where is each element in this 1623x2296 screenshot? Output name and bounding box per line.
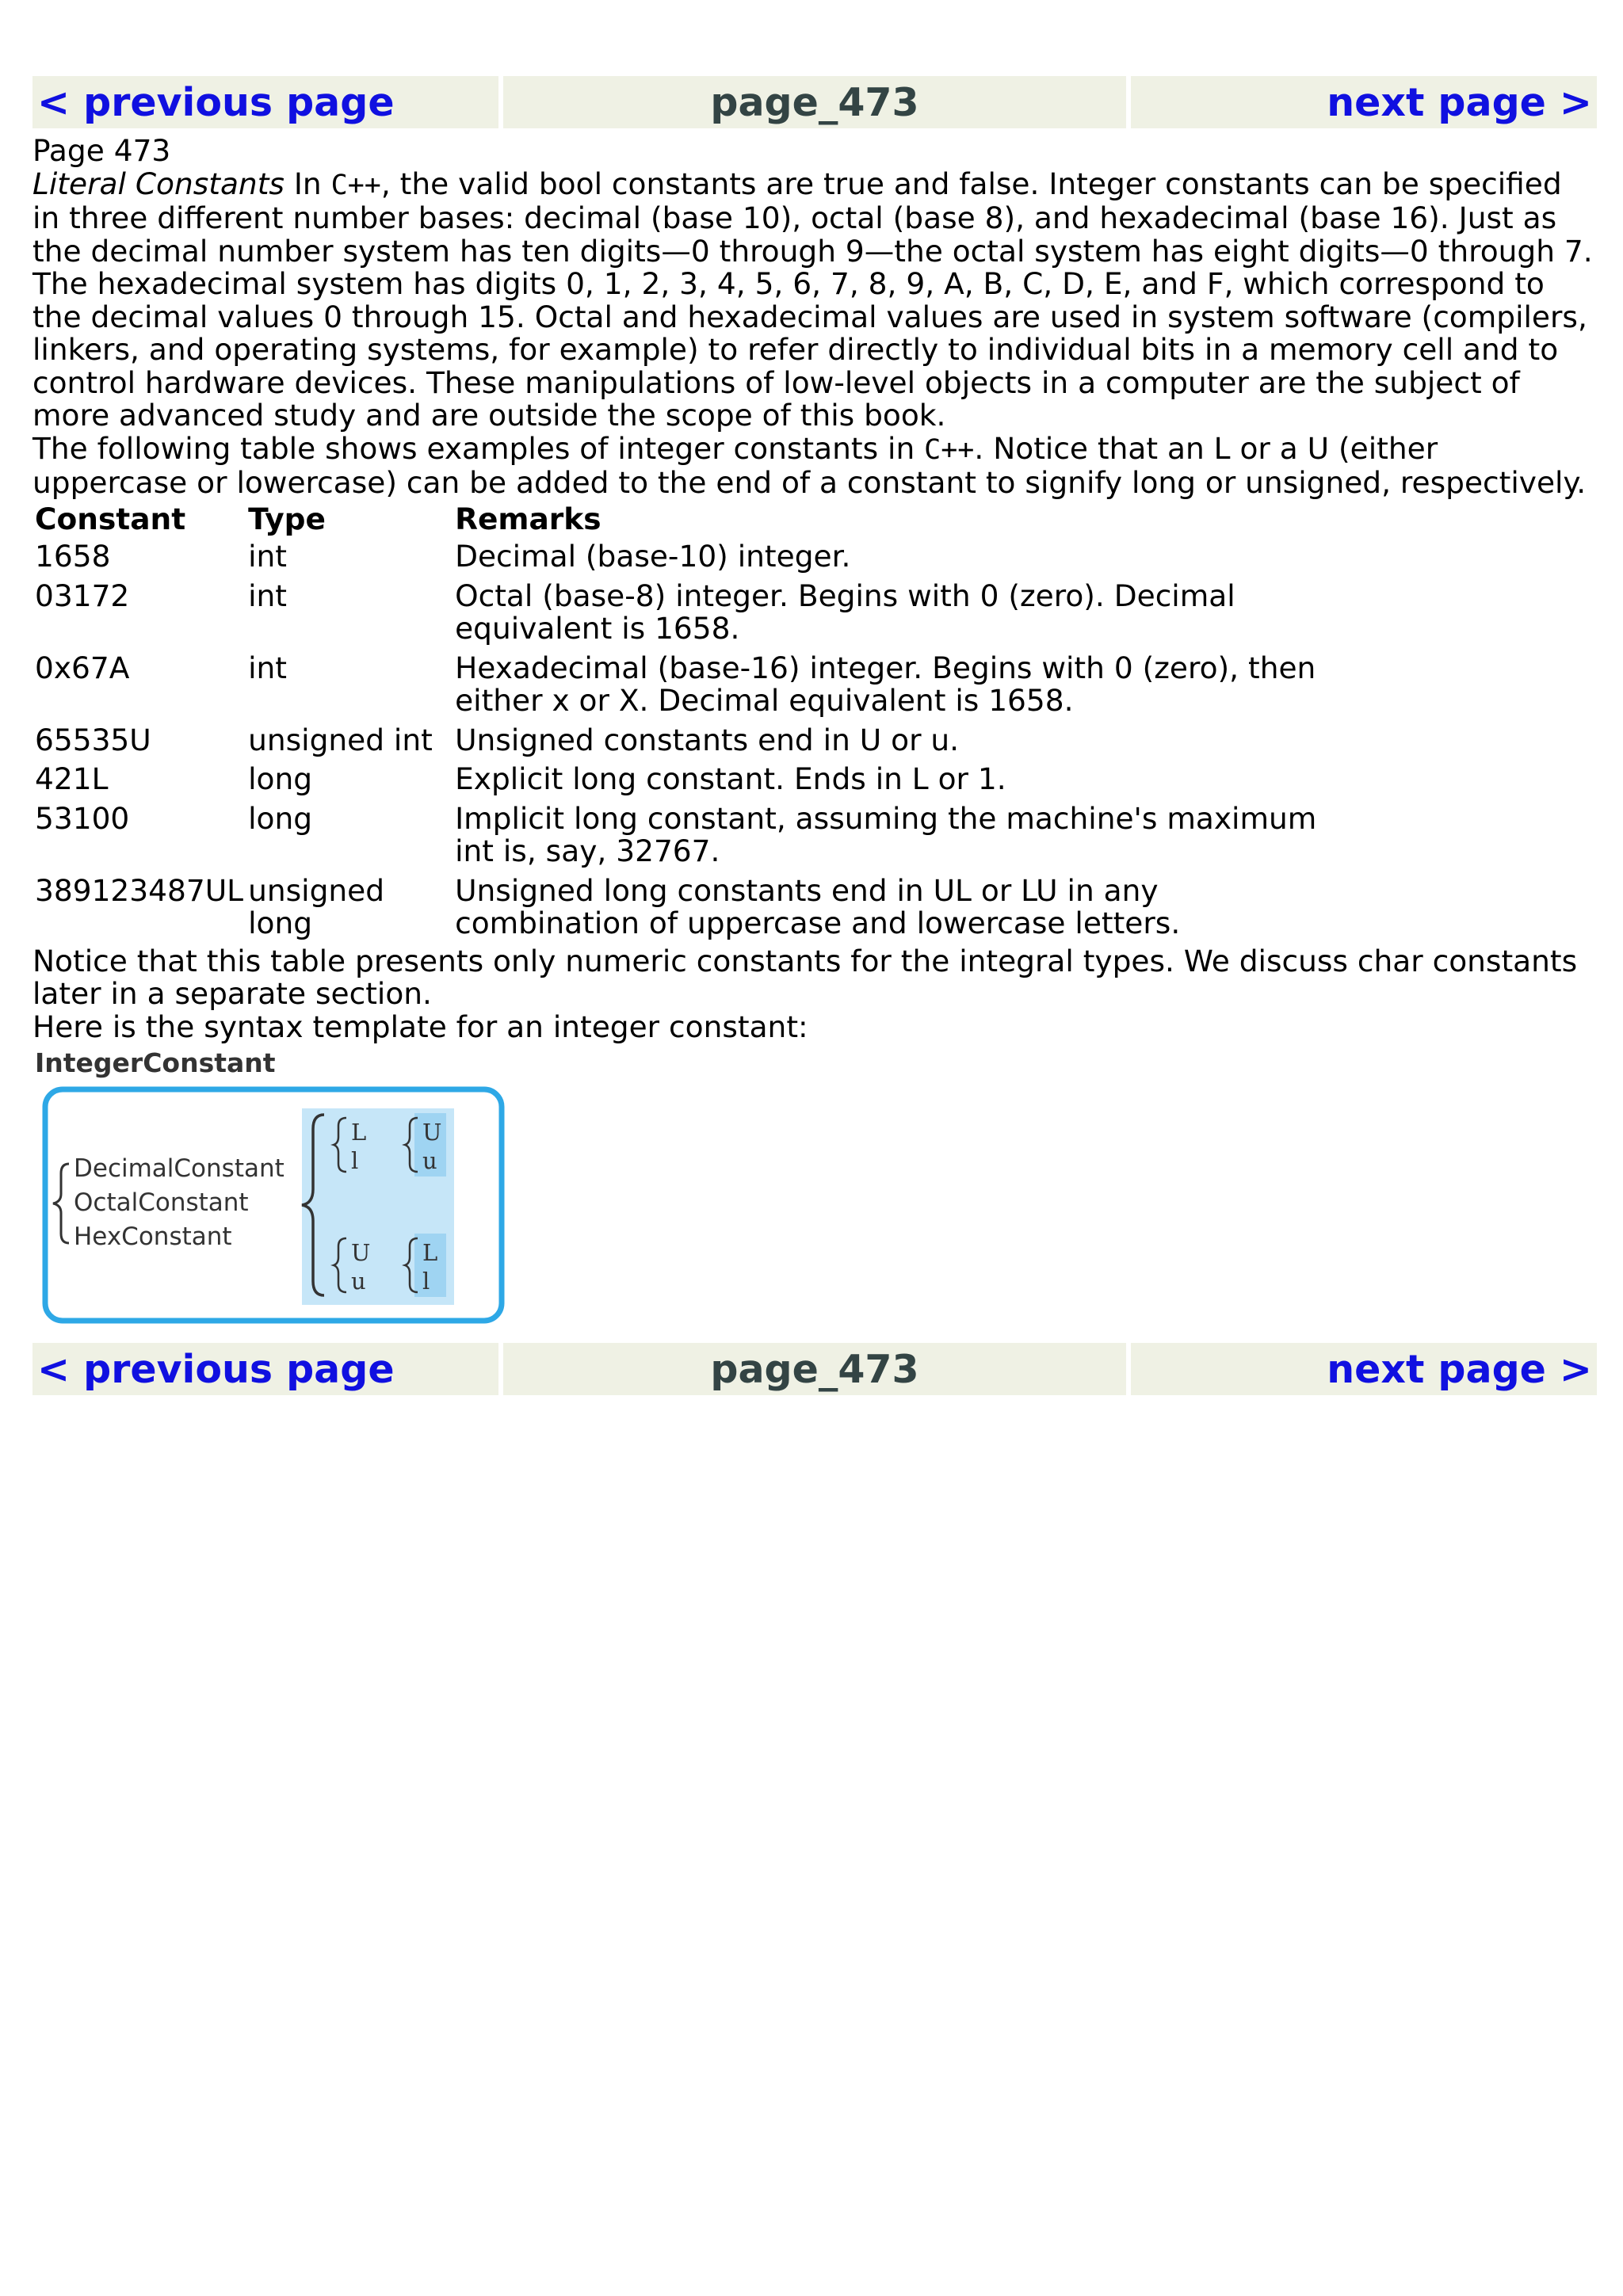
bottom-nav-page-cell [503, 1343, 1126, 1395]
cell-type: unsigned long [248, 872, 385, 940]
integer-constants-table [32, 502, 1329, 945]
alternative-decimal: DecimalConstant [74, 1154, 285, 1183]
cell-constant: 03172 [35, 578, 130, 613]
table-intro-paragraph [32, 430, 1597, 500]
cell-remarks: Unsigned constants end in U or u. [455, 722, 960, 757]
table-row [32, 873, 1329, 945]
cpp-label: C++ [330, 169, 381, 201]
alternative-hex: HexConstant [74, 1222, 232, 1251]
next-page-link-bottom[interactable]: next page > [1327, 1346, 1592, 1392]
cpp-label-2: C++ [924, 433, 975, 466]
table-row [32, 801, 1329, 873]
bottom-nav-next-cell [1131, 1343, 1597, 1395]
cell-type: int [248, 539, 287, 574]
syntax-template-title: IntegerConstant [35, 1047, 276, 1078]
cell-constant: 1658 [35, 539, 111, 574]
cell-type: unsigned int [248, 722, 433, 757]
suffix-bottom-2-lower: l [422, 1267, 430, 1295]
cell-constant: 421L [35, 761, 109, 796]
table-row [32, 578, 1329, 650]
syntax-template-diagram [42, 1086, 1597, 1334]
cell-remarks: Octal (base-8) integer. Begins with 0 (zero). Decimal equivalent is 1658. [455, 578, 1235, 646]
cell-remarks: Implicit long constant, assuming the machine's maximum int is, say, 32767. [455, 800, 1317, 868]
cell-constant: 53100 [35, 800, 130, 836]
cell-constant: 0x67A [35, 650, 130, 685]
previous-page-link[interactable]: < previous page [37, 79, 395, 125]
document-page [32, 76, 1597, 1395]
header-constant: Constant [35, 501, 186, 536]
suffix-bottom-1-lower: u [351, 1267, 366, 1295]
cell-constant: 389123487UL [35, 872, 244, 908]
table-intro-text-a: The following table shows examples of integer constants in [32, 430, 925, 466]
suffix-top-2-lower: u [422, 1146, 437, 1174]
top-nav-page-cell [503, 76, 1126, 128]
next-page-link[interactable]: next page > [1327, 79, 1592, 125]
syntax-diagram-svg [42, 1086, 510, 1327]
top-navigation-bar [32, 76, 1597, 128]
suffix-top-2-upper: U [422, 1118, 442, 1146]
term-literal-constants: Literal Constants [32, 166, 285, 201]
after-table-paragraph: Notice that this table presents only numeric constants for the integral types. We discuss char constants later in a separate section. [32, 943, 1578, 1011]
table-row [32, 761, 1329, 801]
cell-type: int [248, 578, 287, 613]
intro-text-a: In [284, 166, 331, 201]
table-intro-text-b: . Notice that an L or a U (either uppercase or lowercase) can be added to the end of a constant to signify long or unsigned, respectively. [32, 430, 1587, 500]
table-row [32, 650, 1329, 723]
alternative-octal: OctalConstant [74, 1188, 249, 1217]
cell-type: long [248, 761, 313, 796]
header-type: Type [248, 501, 326, 536]
bottom-navigation-bar [32, 1343, 1597, 1395]
page-number-label-bottom: page_473 [710, 1346, 919, 1392]
page-label: Page 473 [32, 133, 171, 168]
page-content [32, 135, 1597, 1333]
suffix-bottom-2-upper: L [422, 1238, 438, 1266]
suffix-top-1-upper: L [351, 1118, 367, 1146]
table-header-row [32, 502, 1329, 540]
cell-remarks: Explicit long constant. Ends in L or 1. [455, 761, 1006, 796]
cell-type: int [248, 650, 287, 685]
cell-constant: 65535U [35, 722, 151, 757]
intro-paragraph [32, 168, 1597, 433]
table-row [32, 539, 1329, 578]
syntax-intro-paragraph: Here is the syntax template for an integer constant: [32, 1009, 808, 1044]
page-number-label: page_473 [710, 79, 919, 125]
header-remarks: Remarks [455, 501, 601, 536]
suffix-top-1-lower: l [351, 1146, 359, 1174]
cell-remarks: Decimal (base-10) integer. [455, 539, 851, 574]
cell-remarks: Hexadecimal (base-16) integer. Begins with 0 (zero), then either x or X. Decimal equivalent is 1658. [455, 650, 1316, 718]
cell-type: long [248, 800, 313, 836]
top-nav-prev-cell [32, 76, 498, 128]
previous-page-link-bottom[interactable]: < previous page [37, 1346, 395, 1392]
suffix-bottom-1-upper: U [351, 1238, 371, 1266]
top-nav-next-cell [1131, 76, 1597, 128]
table-row [32, 723, 1329, 762]
cell-remarks: Unsigned long constants end in UL or LU in any combination of uppercase and lowercase letters. [455, 872, 1181, 940]
intro-text-b: , the valid bool constants are true and false. Integer constants can be specified in three different number bases: decimal (base 10), octal (base 8), and hexadecimal (base 16). Just as the decimal number system has ten digits—0 through 9—the octal system has eight digits—0 through 7. The hexadecimal system has digits 0, 1, 2, 3, 4, 5, 6, 7, 8, 9, A, B, C, D, E, and F, which correspond to the decimal values 0 through 15. Octal and hexadecimal values are used in system software (compilers, linkers, and operating systems, for example) to refer directly to individual bits in a memory cell and to control hardware devices. These manipulations of low-level objects in a computer are the subject of more advanced study and are outside the scope of this book. [32, 166, 1593, 433]
bottom-nav-prev-cell [32, 1343, 498, 1395]
